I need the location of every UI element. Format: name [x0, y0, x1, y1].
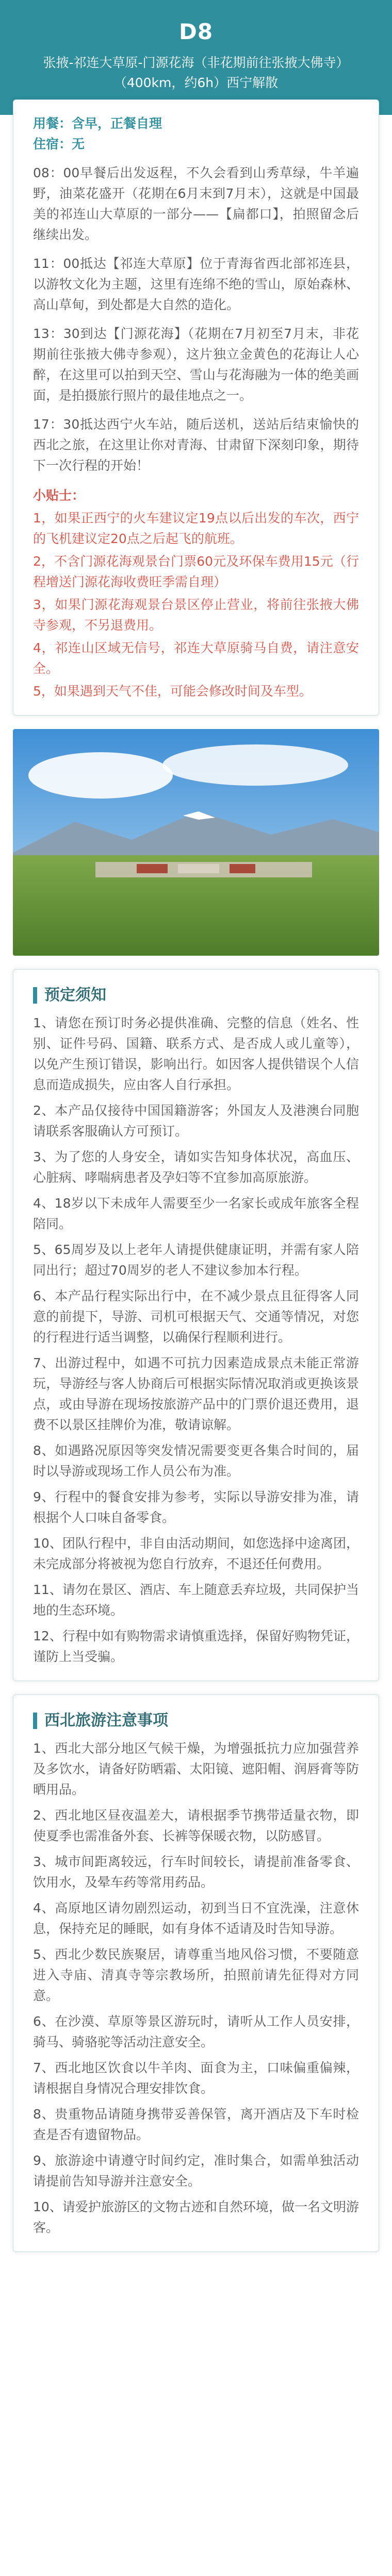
section-title: 西北旅游注意事项 — [44, 1711, 168, 1730]
section-header — [33, 983, 359, 1008]
itinerary-paragraph: 17：30抵达西宁火车站，随后送机，送站后结束愉快的西北之旅，在这里让你对青海、甘肃留下深刻印象，期待下一次行程的开始！ — [33, 416, 359, 473]
tip-item: 2，不含门源花海观景台门票60元及环保车费用15元（行程增送门源花海收费旺季需自理） — [33, 553, 359, 589]
tips-title: 小贴士： — [33, 487, 85, 503]
tips-box — [33, 485, 359, 702]
notice-item: 5、65周岁及以上老年人请提供健康证明，并需有家人陪同出行；超过70周岁的老人不建议参加本行程。 — [33, 1242, 359, 1278]
booking-notice-card — [13, 969, 379, 1681]
hotel-line: 住宿：无 — [33, 136, 85, 151]
notice-item: 1、请您在预订时务必提供准确、完整的信息（姓名、性别、证件号码、国籍、联系方式、是否成人或儿童等），以免产生预订错误，影响出行。如因客人提供错误个人信息而造成损失，应由客人自行承担。 — [33, 1015, 359, 1092]
section-title: 预定须知 — [44, 986, 106, 1004]
tip-item: 3，如果门源花海观景台景区停止营业，将前往张掖大佛寺参观，不另退费用。 — [33, 597, 359, 633]
travel-tip-item: 8、贵重物品请随身携带妥善保管，离开酒店及下车时检查是否有遗留物品。 — [33, 2106, 359, 2142]
travel-tip-item: 7、西北地区饮食以牛羊肉、面食为主，口味偏重偏辣，请根据自身情况合理安排饮食。 — [33, 2060, 359, 2096]
notice-item: 8、如遇路况原因等突发情况需要变更各集合时间的，届时以导游或现场工作人员公布为准。 — [33, 1443, 359, 1479]
itinerary-paragraph: 08：00早餐后出发返程，不久会看到山秀草绿，牛羊遍野，油菜花盛开（花期在6月末到7月末），这就是中国最美的祁连山大草原的一部分——【扁都口】，拍照留念后继续出发。 — [33, 165, 359, 242]
itinerary-paragraph: 13：30到达【门源花海】（花期在7月初至7月末，非花期前往张掖大佛寺参观），这片独立金黄色的花海让人心醉，在这里可以拍到天空、雪山与花海融为一体的绝美画面，是拍摄旅行照片的最佳地点之一。 — [33, 326, 359, 403]
section-bar — [33, 1713, 37, 1729]
notice-item: 2、本产品仅接待中国国籍游客；外国友人及港澳台同胞请联系客服确认方可预订。 — [33, 1103, 359, 1139]
tip-item: 5，如果遇到天气不佳，可能会修改时间及车型。 — [33, 683, 312, 699]
notice-item: 10、团队行程中，非自由活动期间，如您选择中途离团，未完成部分将被视为您自行放弃，不退还任何费用。 — [33, 1535, 359, 1571]
notice-item: 3、为了您的人身安全，请如实告知身体状况，高血压、心脏病、哮喘病患者及孕妇等不宜参加高原旅游。 — [33, 1149, 359, 1185]
travel-tip-item: 9、旅游途中请遵守时间约定，准时集合，如需单独活动请提前告知导游并注意安全。 — [33, 2153, 359, 2189]
itinerary-paragraph: 11：00抵达【祁连大草原】位于青海省西北部祁连县，以游牧文化为主题，这里有连绵不绝的雪山，原始森林、高山草甸，到处都是大自然的造化。 — [33, 256, 359, 312]
travel-tip-item: 10、请爱护旅游区的文物古迹和自然环境，做一名文明游客。 — [33, 2199, 359, 2235]
travel-tip-item: 3、城市间距离较远，行车时间较长，请提前准备零食、饮用水，及晕车药等常用药品。 — [33, 1854, 359, 1890]
notice-item: 9、行程中的餐食安排为参考，实际以导游安排为准，请根据个人口味自备零食。 — [33, 1489, 359, 1525]
landscape-photo — [13, 729, 379, 956]
travel-tips-card — [13, 1694, 379, 2252]
travel-tip-item: 2、西北地区昼夜温差大，请根据季节携带适量衣物，即使夏季也需准备外套、长裤等保暖衣物，以防感冒。 — [33, 1807, 359, 1843]
section-header — [33, 1708, 359, 1733]
meals-line: 用餐：含早，正餐自理 — [33, 115, 162, 131]
notice-item: 12、行程中如有购物需求请慎重选择，保留好购物凭证，谨防上当受骗。 — [33, 1628, 359, 1664]
notice-item: 6、本产品行程实际出行中，在不减少景点且征得客人同意的前提下，导游、司机可根据天气、交通等情况，对您的行程进行适当调整，以确保行程顺利进行。 — [33, 1288, 359, 1345]
route-title: 张掖-祁连大草原-门源花海（非花期前往张掖大佛寺）（400km，约6h）西宁解散 — [43, 55, 349, 90]
notice-item: 11、请勿在景区、酒店、车上随意丢弃垃圾，共同保护当地的生态环境。 — [33, 1582, 359, 1618]
notice-item: 4、18岁以下未成年人需要至少一名家长或成年旅客全程陪同。 — [33, 1195, 359, 1231]
tip-item: 1，如果正西宁的火车建议定19点以后出发的车次，西宁的飞机建议定20点之后起飞的航班。 — [33, 510, 359, 546]
section-bar — [33, 987, 37, 1004]
notice-item: 7、出游过程中，如遇不可抗力因素造成景点未能正常游玩，导游经与客人协商后可根据实际情况取消或更换该景点，或由导游在现场按旅游产品中的门票价退还费用，退费不以景区挂牌价为准，敬请谅解。 — [33, 1355, 359, 1432]
travel-tip-item: 4、高原地区请勿剧烈运动，初到当日不宜洗澡，注意休息，保持充足的睡眠，如有身体不适请及时告知导游。 — [33, 1900, 359, 1936]
day-header — [0, 0, 392, 115]
day-title: D8 — [178, 19, 214, 44]
travel-tip-item: 5、西北少数民族聚居，请尊重当地风俗习惯，不要随意进入寺庙、清真寺等宗教场所，拍照前请先征得对方同意。 — [33, 1946, 359, 2003]
travel-tip-item: 6、在沙漠、草原等景区游玩时，请听从工作人员安排，骑马、骑骆驼等活动注意安全。 — [33, 2013, 359, 2049]
day-itinerary-card — [13, 99, 379, 716]
tip-item: 4，祁连山区域无信号，祁连大草原骑马自费，请注意安全。 — [33, 640, 359, 676]
travel-tip-item: 1、西北大部分地区气候干燥，为增强抵抗力应加强营养及多饮水，请备好防晒霜、太阳镜、遮阳帽、润唇膏等防晒用品。 — [33, 1740, 359, 1797]
